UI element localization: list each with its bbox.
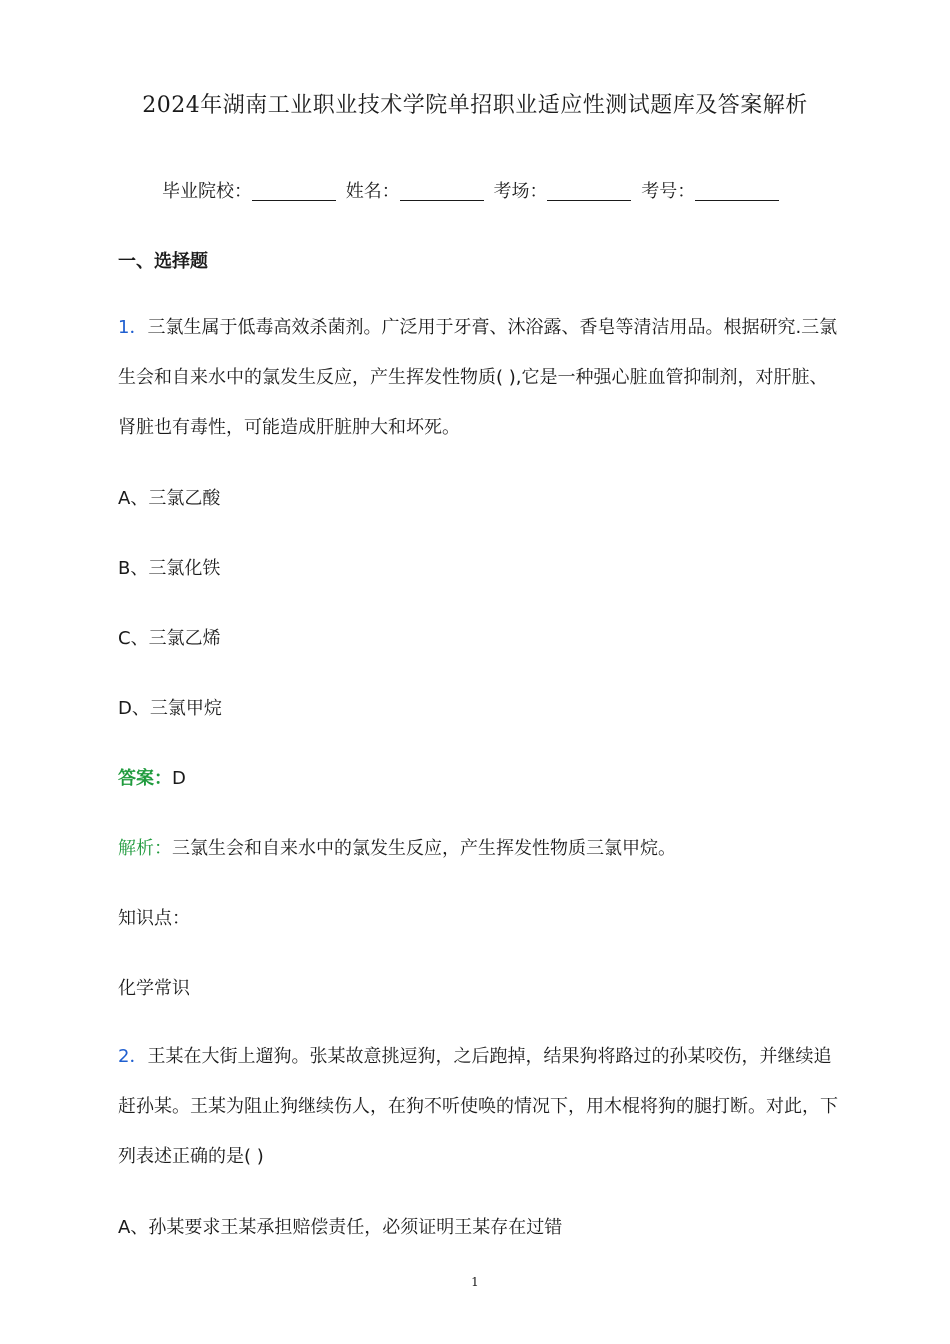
question-1-number: 1． xyxy=(118,317,148,338)
question-1-analysis xyxy=(118,834,676,860)
school-label: 毕业院校： xyxy=(162,181,252,202)
exam-info-line xyxy=(162,177,783,203)
page-number: 1 xyxy=(471,1275,479,1289)
analysis-label: 解析： xyxy=(118,838,172,859)
question-1-option-a: A、三氯乙酸 xyxy=(118,488,221,509)
room-label: 考场： xyxy=(493,181,548,202)
question-2-stem xyxy=(118,1032,838,1182)
section-heading: 一、选择题 xyxy=(118,251,208,272)
question-1-knowledge-label: 知识点： xyxy=(118,908,190,929)
question-1-knowledge: 化学常识 xyxy=(118,978,190,999)
name-blank[interactable] xyxy=(400,182,484,201)
document-title: 2024年湖南工业职业技术学院单招职业适应性测试题库及答案解析 xyxy=(142,93,808,118)
question-1-option-c: C、三氯乙烯 xyxy=(118,628,221,649)
question-1-option-b: B、三氯化铁 xyxy=(118,558,221,579)
question-1-option-d: D、三氯甲烷 xyxy=(118,698,222,719)
answer-label: 答案： xyxy=(118,768,172,789)
question-1-stem xyxy=(118,303,838,453)
analysis-text: 三氯生会和自来水中的氯发生反应，产生挥发性物质三氯甲烷。 xyxy=(172,838,676,859)
question-2-text: 王某在大街上遛狗。张某故意挑逗狗，之后跑掉，结果狗将路过的孙某咬伤，并继续追赶孙某。王某为阻止狗继续伤人，在狗不听使唤的情况下，用木棍将狗的腿打断。对此，下列表述正确的是( ) xyxy=(118,1046,838,1167)
school-blank[interactable] xyxy=(252,182,336,201)
question-2-option-a: A、孙某要求王某承担赔偿责任，必须证明王某存在过错 xyxy=(118,1217,563,1238)
question-1-answer xyxy=(118,764,186,790)
id-label: 考号： xyxy=(641,181,696,202)
id-blank[interactable] xyxy=(695,182,779,201)
room-blank[interactable] xyxy=(547,182,631,201)
name-label: 姓名： xyxy=(345,181,400,202)
answer-value: D xyxy=(172,768,186,789)
question-2-number: 2． xyxy=(118,1046,148,1067)
question-1-text: 三氯生属于低毒高效杀菌剂。广泛用于牙膏、沐浴露、香皂等清洁用品。根据研究.三氯生会和自来水中的氯发生反应，产生挥发性物质( ),它是一种强心脏血管抑制剂，对肝脏、肾脏也有毒性，可能造成肝脏肿大和坏死。 xyxy=(118,317,838,438)
